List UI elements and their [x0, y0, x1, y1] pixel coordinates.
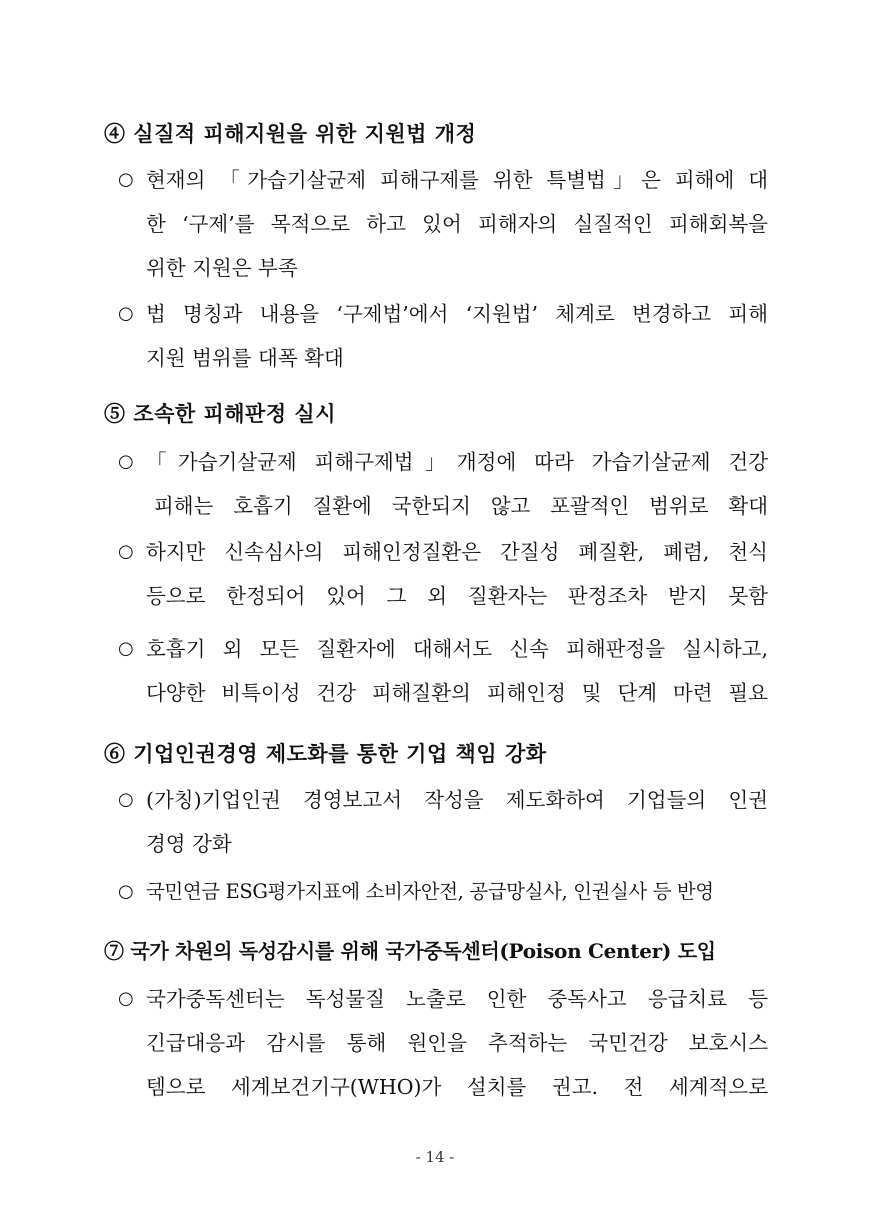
- paragraph-line: 하지만 신속심사의 피해인정질환은 간질성 폐질환, 폐렴, 천식: [146, 540, 768, 564]
- bullet-icon: ○: [118, 303, 134, 324]
- paragraph-line: 피해는 호흡기 질환에 국한되지 않고 포괄적인 범위로 확대: [154, 494, 768, 518]
- paragraph-line: 국가중독센터는 독성물질 노출로 인한 중독사고 응급치료 등: [146, 987, 768, 1011]
- bullet-icon: ○: [118, 881, 134, 902]
- paragraph-line: 경영 강화: [146, 832, 232, 856]
- page-number: - 14 -: [415, 1148, 455, 1166]
- bullet-icon: ○: [118, 988, 134, 1009]
- paragraph-line: 「가습기살균제 피해구제법」개정에 따라 가습기살균제 건강: [146, 450, 768, 474]
- section-heading-5: ⑤ 조속한 피해판정 실시: [104, 401, 337, 426]
- paragraph-line: 위한 지원은 부족: [146, 256, 298, 280]
- section-heading-4: ④ 실질적 피해지원을 위한 지원법 개정: [104, 121, 477, 146]
- paragraph-line: 한 ‘구제’를 목적으로 하고 있어 피해자의 실질적인 피해회복을: [146, 212, 768, 236]
- bullet-icon: ○: [118, 541, 134, 562]
- paragraph: [146, 627, 768, 715]
- paragraph: [146, 870, 768, 914]
- paragraph-line: 다양한 비특이성 건강 피해질환의 피해인정 및 단계 마련 필요: [146, 681, 768, 705]
- paragraph: [146, 530, 768, 618]
- paragraph-line: 등으로 한정되어 있어 그 외 질환자는 판정조차 받지 못함: [146, 584, 768, 608]
- bullet-icon: ○: [118, 451, 134, 472]
- paragraph-line: 템으로 세계보건기구(WHO)가 설치를 권고. 전 세계적으로: [146, 1075, 768, 1099]
- paragraph-line: (가칭)기업인권 경영보고서 작성을 제도화하여 기업들의 인권: [146, 788, 768, 812]
- paragraph: [146, 440, 768, 528]
- paragraph: [146, 292, 768, 380]
- paragraph-line: 지원 범위를 대폭 확대: [146, 346, 344, 370]
- section-heading-7: ⑦ 국가 차원의 독성감시를 위해 국가중독센터(Poison Center) 도입: [104, 939, 716, 963]
- paragraph-line: 호흡기 외 모든 질환자에 대해서도 신속 피해판정을 실시하고,: [146, 637, 768, 661]
- bullet-icon: ○: [118, 789, 134, 810]
- paragraph: [146, 778, 768, 866]
- paragraph: [146, 977, 768, 1109]
- paragraph-line: 긴급대응과 감시를 통해 원인을 추적하는 국민건강 보호시스: [146, 1031, 768, 1055]
- paragraph-line: 법 명칭과 내용을 ‘구제법’에서 ‘지원법’ 체계로 변경하고 피해: [146, 302, 768, 326]
- paragraph-line: 현재의 「가습기살균제 피해구제를 위한 특별법」은 피해에 대: [146, 168, 768, 192]
- paragraph: [146, 158, 768, 290]
- bullet-icon: ○: [118, 169, 134, 190]
- paragraph-line: 국민연금 ESG평가지표에 소비자안전, 공급망실사, 인권실사 등 반영: [146, 880, 714, 903]
- bullet-icon: ○: [118, 638, 134, 659]
- section-heading-6: ⑥ 기업인권경영 제도화를 통한 기업 책임 강화: [104, 741, 547, 766]
